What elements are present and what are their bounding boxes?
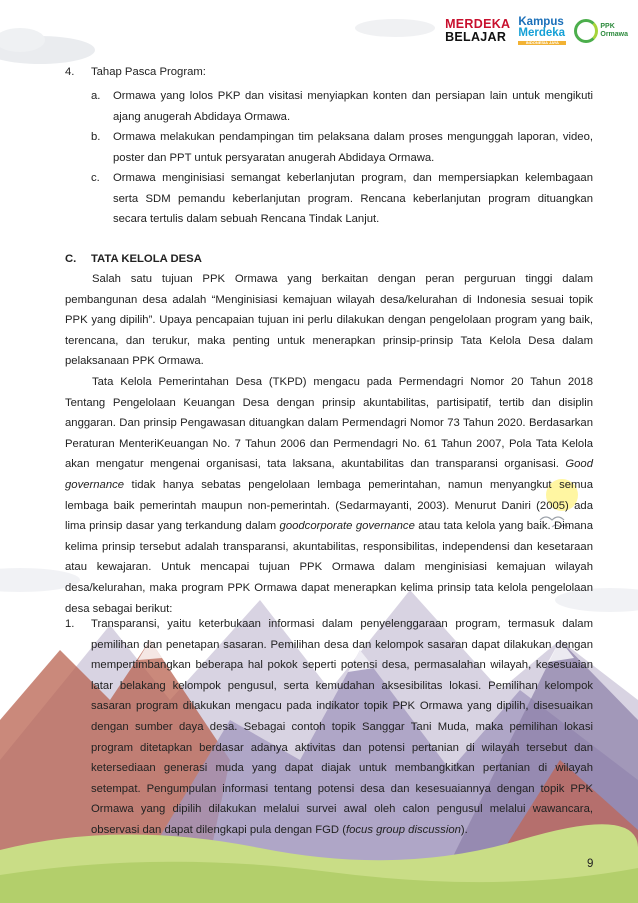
item-c-text: Ormawa menginisiasi semangat keberlanjutan program, dan mempersiapkan kelembagaan serta SDM pemandu keberlanjutan program. Rencana keberlanjutan program dituangkan secara tertulis dalam sebuah Rencana Tindak Lanjut. [113,172,593,226]
cloud-top-right [355,19,435,37]
paragraph-tujuan: Salah satu tujuan PPK Ormawa yang berkaitan dengan peran perguruan tinggi dalam pembangunan desa adalah “Menginisiasi kemajuan wilayah desa/kelurahan di Indonesia sesuai topik PPK yang dipilih”. Upaya pencapaian tujuan ini perlu dilakukan dengan pengelolaan program yang baik, terencana, dan terukur, maka penting untuk menerapkan prinsip-prinsip Tata Kelola Desa dalam pelaksanaan PPK Ormawa. [65,273,593,368]
paragraph-tkpd [65,372,593,619]
paragraph-tkpd-part2: tidak hanya sebatas pengelolaan lembaga pemerintahan, namun menyangkut semua lembaga baik pemerintah maupun non-pemerintah. (Sedarmayanti, 2003). Menurut Daniri (2005) ada lima prinsip dasar yang terkandung dalam [65,478,593,533]
logo-kampus-text: Kampus [518,16,564,28]
section-c-title: TATA KELOLA DESA [91,253,202,265]
term-goodcorporate-governance: goodcorporate governance [279,520,415,533]
logo-kampus-merdeka-text: Merdeka [518,27,566,39]
section-4-number: 4. [65,66,75,78]
item-a-letter: a. [91,90,101,102]
list-1-transparansi [91,614,593,841]
section-4-title: Tahap Pasca Program: [91,66,206,78]
logo-kampus-tagline-bar: INDONESIA JAYA [518,41,566,45]
logo-ppk-text: PPK [600,23,615,30]
item-b-letter: b. [91,131,101,143]
logo-ormawa-text: Ormawa [600,31,628,38]
ppk-ormawa-logo [574,19,628,43]
logo-merdeka-text: MERDEKA [445,17,511,31]
term-focus-group-discussion: focus group discussion [345,823,461,836]
term-good-governance: Good governance [65,458,593,491]
item-c-letter: c. [91,172,100,184]
logo-belajar-text: BELAJAR [445,30,507,44]
item-b-text: Ormawa melakukan pendampingan tim pelaksana dalam proses mengunggah laporan, video, poster dan PPT untuk persyaratan anugerah Abdidaya Ormawa. [113,131,593,164]
ppk-ring-icon [574,19,598,43]
ppk-logo-text [600,23,628,39]
paragraph-tkpd-part1: Tata Kelola Pemerintahan Desa (TKPD) mengacu pada Permendagri Nomor 20 Tahun 2018 Tentang Pengelolaan Keuangan Desa dengan prinsip akuntabilitas, partisipatif, tertib dan disiplin anggaran. Dan prinsip Pengawasan dituangkan dalam Permendagri Nomor 73 Tahun 2020. Berdasarkan Peraturan MenteriKeuangan No. 7 Tahun 2006 dan Permendagri No. 61 Tahun 2007, Pola Tata Kelola akan mengatur mengenai organisasi, tata laksana, akuntabilitas dan transparansi organisasi. [65,376,593,471]
section-c-letter: C. [65,253,77,265]
list-1-text: Transparansi, yaitu keterbukaan informasi dalam penyelenggaraan program, termasuk dalam pemilihan dan penetapan sasaran. Pemilihan desa dan kelompok sasaran dapat dilakukan dengan mempertimbangkan beberapa hal pokok seperti potensi desa, permasalahan wilayah, kesesuaian latar belakang kelompok pengusul, serta kemudahan aksesibilitas lokasi. Pemilihan kelompok sasaran program dilakukan mengacu pada indikator topik PPK Ormawa yang dipilih, disesuaikan dengan sumber daya desa. Sebagai contoh topik Sanggar Tani Muda, maka pemilihan lokasi program ditetapkan berdasar adanya aktivitas dan potensi pertanian di wilayah tersebut dan ketersediaan generasi muda yang dapat diajak untuk membangkitkan pertanian di wilayah setempat. Pengumpulan informasi tentang potensi desa dan kesesuaiannya dengan topik PPK Ormawa yang dipilih dilakukan melalui survei awal oleh calon pengusul melalui wawancara, observasi dan dapat dilengkapi pula dengan FGD ( [91,618,593,836]
list-1-number: 1. [65,618,75,630]
item-a-text: Ormawa yang lolos PKP dan visitasi menyiapkan konten dan persiapan lain untuk mengikuti ajang anugerah Abdidaya Ormawa. [113,90,593,123]
kampus-merdeka-logo [518,17,566,45]
page-number: 9 [587,858,594,870]
header-logos [445,12,628,50]
paragraph-tkpd-part3: atau tata kelola yang baik. Dimana kelima prinsip tersebut adalah transparansi, akuntabilitas, responsibilitas, independensi dan kesetaraan atau kewajaran. Untuk mencapai tujuan PPK Ormawa dalam menginisiasi kemajuan wilayah desa/kelurahan, maka program PPK Ormawa dapat menerapkan kelima prinsip tata kelola pengelolaan desa sebagai berikut: [65,520,593,615]
list-1-end: ). [460,823,468,836]
merdeka-belajar-logo [445,18,510,44]
cloud-top-left [0,28,95,64]
